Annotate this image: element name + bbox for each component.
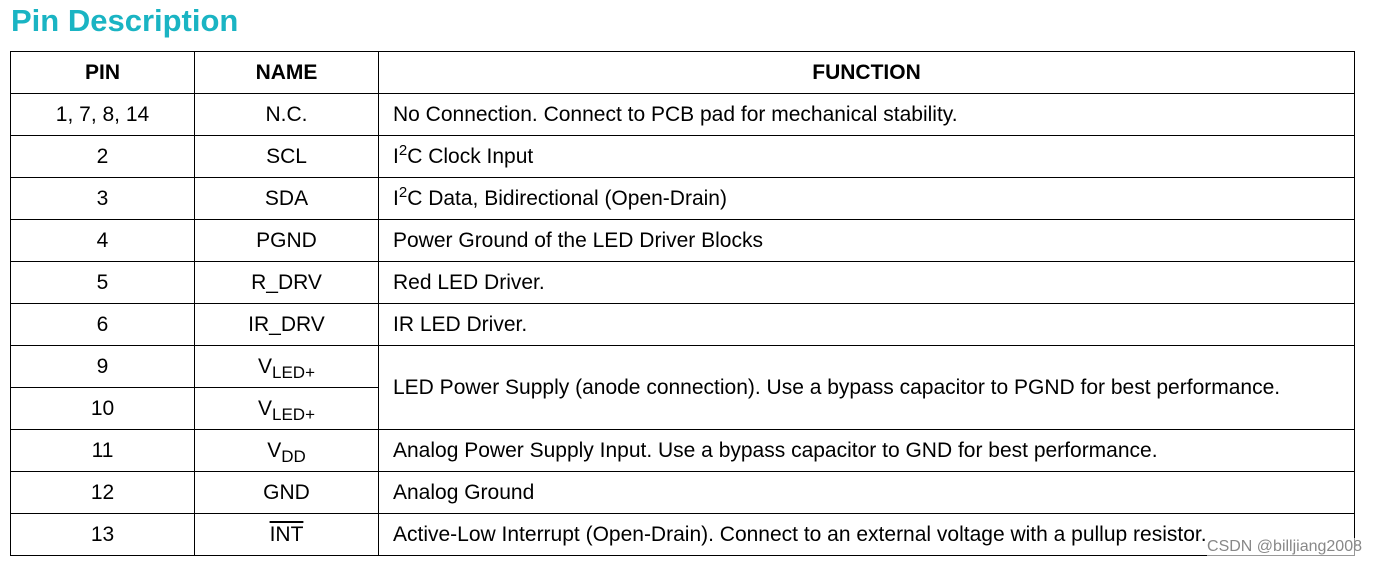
function-cell bbox=[379, 136, 1355, 178]
function-cell: Analog Power Supply Input. Use a bypass capacitor to GND for best performance. bbox=[379, 430, 1355, 472]
function-cell: Red LED Driver. bbox=[379, 262, 1355, 304]
function-cell: Power Ground of the LED Driver Blocks bbox=[379, 220, 1355, 262]
name-subscript: LED+ bbox=[272, 362, 315, 382]
pin-cell: 12 bbox=[11, 472, 195, 514]
pin-cell: 2 bbox=[11, 136, 195, 178]
function-rest: C Data, Bidirectional (Open-Drain) bbox=[407, 186, 727, 210]
function-cell: Active-Low Interrupt (Open-Drain). Connect to an external voltage with a pullup resistor. bbox=[379, 514, 1355, 556]
function-cell: IR LED Driver. bbox=[379, 304, 1355, 346]
pin-cell: 13 bbox=[11, 514, 195, 556]
pin-cell: 4 bbox=[11, 220, 195, 262]
pin-cell: 5 bbox=[11, 262, 195, 304]
name-main: V bbox=[267, 438, 282, 462]
name-cell bbox=[195, 514, 379, 556]
table-row bbox=[11, 94, 1355, 136]
name-cell bbox=[195, 430, 379, 472]
function-superscript: 2 bbox=[398, 183, 408, 201]
pin-cell: 3 bbox=[11, 178, 195, 220]
function-prefix: I bbox=[393, 144, 399, 168]
table-row bbox=[11, 430, 1355, 472]
page-title: Pin Description bbox=[11, 3, 239, 38]
name-cell: SCL bbox=[195, 136, 379, 178]
name-cell bbox=[195, 388, 379, 430]
pin-description-table bbox=[10, 51, 1355, 556]
table-row bbox=[11, 178, 1355, 220]
table-row bbox=[11, 304, 1355, 346]
name-cell bbox=[195, 346, 379, 388]
name-cell: N.C. bbox=[195, 94, 379, 136]
table-row bbox=[11, 514, 1355, 556]
name-overlined: $\overline{INT}$ bbox=[269, 522, 304, 546]
name-cell: IR_DRV bbox=[195, 304, 379, 346]
name-subscript: DD bbox=[281, 446, 306, 466]
name-cell: R_DRV bbox=[195, 262, 379, 304]
header-name: NAME bbox=[195, 52, 379, 94]
table-row bbox=[11, 472, 1355, 514]
pin-cell: 6 bbox=[11, 304, 195, 346]
watermark: CSDN @billjiang2008 bbox=[1207, 538, 1362, 555]
pin-cell: 11 bbox=[11, 430, 195, 472]
function-cell bbox=[379, 178, 1355, 220]
function-superscript: 2 bbox=[398, 141, 408, 159]
table-row bbox=[11, 346, 1355, 388]
name-subscript: LED+ bbox=[272, 404, 315, 424]
table-row bbox=[11, 220, 1355, 262]
table-row bbox=[11, 262, 1355, 304]
function-cell: Analog Ground bbox=[379, 472, 1355, 514]
pin-cell: 1, 7, 8, 14 bbox=[11, 94, 195, 136]
function-prefix: I bbox=[393, 186, 399, 210]
pin-cell: 9 bbox=[11, 346, 195, 388]
name-main: V bbox=[257, 354, 272, 378]
table-header-row bbox=[11, 52, 1355, 94]
name-cell: GND bbox=[195, 472, 379, 514]
function-cell: No Connection. Connect to PCB pad for mechanical stability. bbox=[379, 94, 1355, 136]
header-pin: PIN bbox=[11, 52, 195, 94]
header-function: FUNCTION bbox=[379, 52, 1355, 94]
name-cell: PGND bbox=[195, 220, 379, 262]
pin-cell: 10 bbox=[11, 388, 195, 430]
function-rest: C Clock Input bbox=[407, 144, 534, 168]
name-main: V bbox=[257, 396, 272, 420]
name-cell: SDA bbox=[195, 178, 379, 220]
function-cell: LED Power Supply (anode connection). Use a bypass capacitor to PGND for best performance. bbox=[379, 346, 1355, 430]
table-row bbox=[11, 136, 1355, 178]
